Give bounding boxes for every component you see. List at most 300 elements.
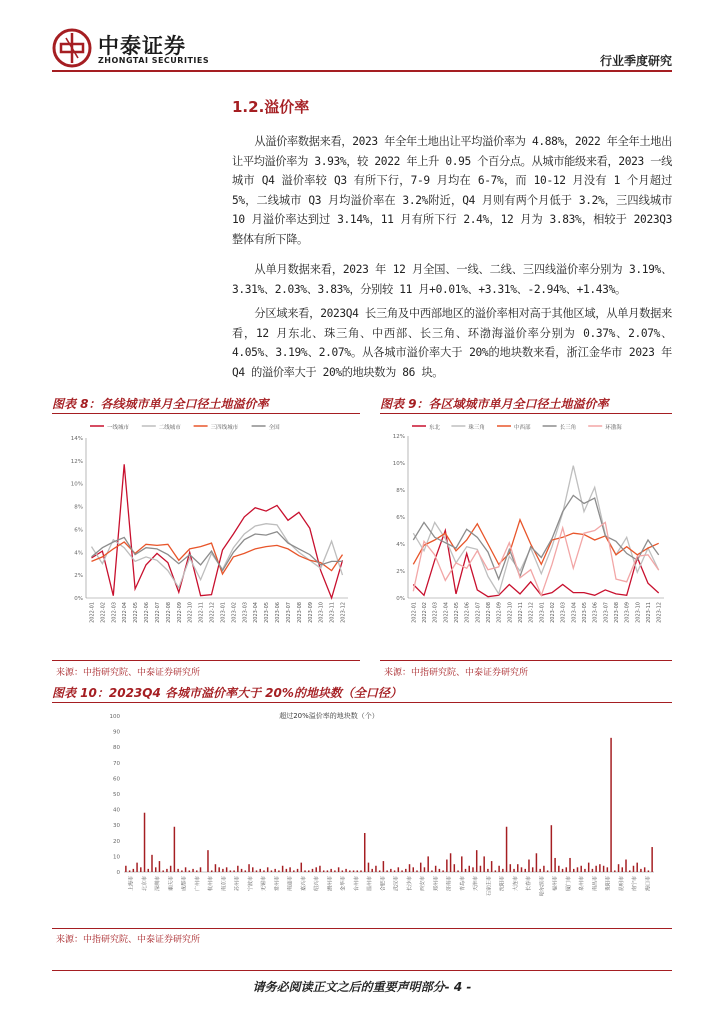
bar [562,869,563,872]
x-tick-label: 2022-11 [198,602,205,623]
y-tick-label: 12% [392,434,405,440]
y-tick-label: 30 [113,823,120,830]
bar [271,870,272,872]
x-tick-label: 2023-10 [318,602,325,623]
bar [640,869,641,872]
bar [431,870,432,872]
x-tick-label: 2022-04 [122,602,129,623]
y-tick-label: 8% [74,504,83,511]
bar [148,869,149,872]
x-tick-label: 2022-06 [144,602,151,623]
bar [566,867,567,872]
x-tick-label: 合肥市 [380,876,387,892]
bar [252,867,253,872]
x-tick-label: 2022-01 [89,602,96,623]
bar [409,864,410,872]
bar [476,850,477,872]
y-tick-label: 70 [113,760,120,767]
bar [506,827,507,872]
y-tick-label: 12% [70,458,83,465]
bar [521,867,522,872]
bar [599,864,600,872]
bar [200,867,201,872]
x-tick-label: 嘉兴市 [300,876,307,892]
bar [536,853,537,872]
x-tick-label: 2023-02 [550,602,556,623]
x-tick-label: 厦门市 [565,876,572,892]
bar [439,869,440,872]
x-tick-label: 2022-08 [486,602,492,623]
legend-item [194,423,239,431]
fig10-title: 图表 10：2023Q4 各城市溢价率大于 20%的地块数（全口径） [52,686,402,700]
x-tick-label: 金华市 [340,876,347,892]
bar [450,853,451,872]
x-tick-label: 宁波市 [247,876,254,892]
x-tick-label: 绍兴市 [314,876,321,892]
bar [394,870,395,872]
x-tick-label: 哈尔滨市 [539,876,546,897]
y-tick-label: 6% [74,527,83,534]
y-tick-label: 2% [396,569,405,575]
x-tick-label: 杭州市 [208,876,215,892]
y-tick-label: 60 [113,776,120,783]
x-tick-label: 温州市 [367,876,374,892]
bar [588,863,589,872]
x-tick-label: 上海市 [128,876,135,892]
fig10-source: 来源：中指研究院、中泰证券研究所 [56,935,201,945]
y-tick-label: 4% [74,550,83,557]
bar [554,858,555,872]
x-tick-label: 西安市 [420,876,427,892]
bar [211,870,212,872]
y-tick-label: 10 [113,854,120,861]
legend-item [252,423,281,431]
series-line [92,524,343,588]
fig9-title-rule [380,413,672,414]
x-tick-label: 深圳市 [155,876,162,892]
bar [472,867,473,872]
bar [442,870,443,872]
x-tick-label: 2023-09 [307,602,314,623]
header-divider [52,70,672,72]
x-tick-label: 2022-11 [518,602,524,623]
x-tick-label: 2022-06 [464,602,471,623]
y-tick-label: 8% [396,488,405,494]
x-tick-label: 贵阳市 [605,876,612,892]
legend-label: 三四线城市 [210,425,239,431]
bar [513,869,514,872]
fig9-title: 图表 9：各区域城市单月全口径土地溢价率 [380,397,609,411]
x-tick-label: 昆明市 [618,876,625,892]
bar [159,861,160,872]
legend-label: 东北 [429,425,441,431]
x-tick-label: 重庆市 [168,876,175,892]
legend-label: 全国 [268,425,280,431]
series-line [413,466,658,594]
bar [636,863,637,872]
fig10-title-rule [52,702,672,703]
x-tick-label: 2023-07 [603,602,610,623]
x-tick-label: 北京市 [141,876,148,892]
bar [278,870,279,872]
bar [319,866,320,872]
x-tick-label: 2023-04 [571,602,578,623]
bar [282,866,283,872]
bar [349,870,350,872]
series-line [92,542,343,574]
x-tick-label: 常州市 [274,876,281,892]
x-tick-label: 2023-07 [285,602,292,623]
bar [364,833,365,872]
bar [383,861,384,872]
bar [196,870,197,872]
x-tick-label: 2023-10 [635,602,642,623]
x-tick-label: 2023-03 [242,602,249,623]
x-tick-label: 2023-04 [253,602,260,623]
bar [222,869,223,872]
bar [185,867,186,872]
y-tick-label: 6% [396,515,405,521]
legend-item [497,423,531,431]
bar [133,869,134,872]
y-tick-label: 0% [396,596,405,602]
x-tick-label: 2022-09 [176,602,183,623]
x-tick-label: 泉州市 [579,876,586,892]
bar [495,870,496,872]
x-tick-label: 沈阳市 [499,876,506,892]
x-tick-label: 长沙市 [406,876,413,892]
bar [498,866,499,872]
x-tick-label: 石家庄市 [486,876,493,897]
company-logo [52,28,212,70]
bar [125,866,126,872]
bar [230,870,231,872]
bar [218,867,219,872]
bar [592,869,593,872]
x-tick-label: 2023-06 [592,602,599,623]
bar [547,870,548,872]
bar [267,867,268,872]
y-tick-label: 0% [74,596,83,602]
bar [625,860,626,872]
bar [487,869,488,872]
bar [375,866,376,872]
bar [327,870,328,872]
bar [301,863,302,872]
bar [334,870,335,872]
bar [633,866,634,872]
y-tick-label: 14% [70,436,83,442]
bar [427,856,428,872]
legend-item [412,423,441,431]
x-tick-label: 2022-01 [411,602,418,623]
bar [618,864,619,872]
bar [297,869,298,872]
bar [454,864,455,872]
x-tick-label: 湖州市 [327,876,334,892]
bar [312,869,313,872]
legend-label: 珠三角 [468,425,485,431]
bar [603,866,604,872]
x-tick-label: 2023-12 [656,602,663,623]
bar [248,864,249,872]
bar [136,863,137,872]
y-tick-label: 40 [113,807,120,814]
bar [517,864,518,872]
bar [353,870,354,872]
x-tick-label: 2022-10 [507,602,514,623]
bar [226,867,227,872]
zhongtai-logo-icon [52,28,92,68]
fig8-bottom-rule [52,660,360,661]
bar [357,870,358,872]
bar [304,870,305,872]
fig8-title: 图表 8：各线城市单月全口径土地溢价率 [52,397,269,411]
y-tick-label: 10% [392,461,405,467]
bar [648,870,649,872]
logo-en-text: ZHONGTAI SECURITIES [98,56,210,65]
x-tick-label: 大连市 [512,876,519,892]
fig9-chart [380,416,672,656]
bar [510,864,511,872]
x-tick-label: 2023-03 [560,602,567,623]
y-tick-label: 4% [396,542,405,548]
series-line [92,464,343,598]
legend-label: 中西部 [514,425,531,431]
bar [129,870,130,872]
x-tick-label: 2022-07 [475,602,482,623]
bar [502,869,503,872]
bar [413,867,414,872]
bar [371,869,372,872]
x-tick-label: 南京市 [221,876,228,892]
legend-label: 一线城市 [107,425,130,431]
legend-item [90,423,130,431]
x-tick-label: 2022-12 [528,602,535,623]
bar [166,869,167,872]
bar [622,867,623,872]
bar [360,870,361,872]
x-tick-label: 2023-02 [231,602,238,623]
bar [446,860,447,872]
bar [177,869,178,872]
x-tick-label: 2023-01 [539,602,546,623]
bar [315,867,316,872]
section-title: 1.2.溢价率 [232,98,310,116]
legend-item [543,423,577,431]
bar [580,866,581,872]
bar [528,860,529,872]
bar [551,825,552,872]
x-tick-label: 2022-09 [496,602,503,623]
legend-item [588,423,622,431]
bar [401,870,402,872]
x-tick-label: 2023-08 [296,602,303,623]
fig10-bottom-rule [52,928,672,929]
x-tick-label: 2022-02 [100,602,107,623]
paragraph-1: 从溢价率数据来看，2023 年全年土地出让平均溢价率为 4.88%，2022 年全年土地出让平均溢价率为 3.93%，较 2022 年上升 0.95 个百分点。从城市能级来看，2023 一线城市 Q4 溢价率较 Q3 有所下行，7-9 月均在 6-7%，而 10-12 月没有 1 个月超过 5%，二线城市 Q3 月均溢价率在 3.2%附近，Q4 月则有两个月低于 3.2%，三四线城市 10 月溢价率达到过 3.14%，11 月有所下行 2.4%，12 月为 3.83%，相较于 2023Q3 整体有所下降。 [232,135,672,246]
x-tick-label: 成都市 [181,876,188,892]
bar [651,847,652,872]
fig8-title-rule [52,413,360,414]
y-tick-label: 2% [74,573,83,580]
bar [420,863,421,872]
x-tick-label: 无锡市 [261,876,268,892]
bar [398,867,399,872]
y-tick-label: 80 [113,745,120,752]
bar [293,870,294,872]
bar [644,867,645,872]
bar [140,867,141,872]
page-number: - 4 - [444,980,472,994]
x-tick-label: 武汉市 [393,876,400,892]
bar [174,827,175,872]
x-tick-label: 2023-06 [275,602,282,623]
bar [289,867,290,872]
bar [215,864,216,872]
bar [151,855,152,872]
x-tick-label: 2022-12 [209,602,216,623]
bar [524,869,525,872]
y-tick-label: 50 [113,792,120,798]
x-tick-label: 2022-05 [133,602,140,623]
bar [539,869,540,872]
y-tick-label: 0 [116,870,120,876]
y-tick-label: 90 [113,729,120,736]
bar [577,867,578,872]
series-line [413,495,658,579]
report-type: 行业季度研究 [599,54,672,68]
bar [390,869,391,872]
bar [189,870,190,872]
bar [416,870,417,872]
y-tick-label: 100 [109,714,120,720]
fig9-bottom-rule [380,660,672,661]
bar [386,870,387,872]
x-tick-label: 2023-05 [264,602,271,623]
bar [483,856,484,872]
bar [144,813,145,872]
bar [584,869,585,872]
bar [461,856,462,872]
x-tick-label: 2022-10 [187,602,194,623]
x-tick-label: 2022-05 [454,602,460,623]
bar [233,870,234,872]
bar [259,869,260,872]
footer-divider [52,970,672,971]
x-tick-label: 2022-04 [443,602,450,623]
x-tick-label: 南宁市 [632,876,639,892]
fig9-source: 来源：中指研究院、中泰证券研究所 [384,668,529,678]
bar [532,867,533,872]
bar [207,850,208,872]
bar [274,869,275,872]
legend-item [142,423,182,431]
bar [245,870,246,872]
chart-title: 超过20%溢价率的地块数（个） [279,712,379,720]
x-tick-label: 海口市 [645,876,652,892]
x-tick-label: 南昌市 [592,876,599,892]
x-tick-label: 2023-11 [646,602,652,623]
legend-label: 环渤海 [605,425,622,431]
x-tick-label: 郑州市 [433,876,440,892]
bar [629,870,630,872]
x-tick-label: 广州市 [194,876,201,892]
legend-label: 长三角 [559,425,577,431]
bar [256,870,257,872]
bar [607,867,608,872]
bar [457,870,458,872]
bar [237,866,238,872]
x-tick-label: 2023-01 [220,602,227,623]
bar [368,863,369,872]
x-tick-label: 青岛市 [459,876,466,892]
y-tick-label: 20 [113,838,120,845]
bar [323,870,324,872]
bar [379,870,380,872]
bar [543,866,544,872]
paragraph-3: 分区域来看，2023Q4 长三角及中西部地区的溢价率相对高于其他区域，从单月数据来看，12 月东北、珠三角、中西部、长三角、环渤海溢价率分别为 0.37%、2.07%、4.05%、3.19%、2.07%。从各城市溢价率大于 20%的地块数来看，浙江金华市 2023 年 Q4 的溢价率大于 20%的地块数为 86 块。 [232,307,672,379]
bar [569,858,570,872]
footer-disclaimer: 请务必阅读正文之后的重要声明部分- 4 - [252,980,472,994]
bar [345,869,346,872]
x-tick-label: 台州市 [353,876,360,892]
bar [480,866,481,872]
x-tick-label: 天津市 [473,876,480,892]
x-tick-label: 2023-11 [329,602,336,623]
legend-label: 二线城市 [158,425,181,431]
bar [338,867,339,872]
bar [491,861,492,872]
bar [308,870,309,872]
x-tick-label: 2022-03 [432,602,439,623]
bar [241,869,242,872]
x-tick-label: 南通市 [287,876,294,892]
bar [405,869,406,872]
legend-item [451,423,485,431]
fig8-chart [52,416,360,656]
series-line [92,532,343,571]
bar [170,866,171,872]
bar [573,869,574,872]
logo-cn-text: 中泰证券 [98,34,186,58]
bar [614,870,615,872]
bar [424,867,425,872]
x-tick-label: 2023-09 [624,602,631,623]
x-tick-label: 苏州市 [234,876,241,892]
bar [610,738,611,872]
bar [469,866,470,872]
x-tick-label: 福州市 [552,876,559,892]
fig10-chart [52,704,672,928]
bar [263,870,264,872]
bar [435,866,436,872]
y-tick-label: 10% [70,481,83,488]
bar [558,866,559,872]
fig8-source: 来源：中指研究院、中泰证券研究所 [56,668,201,678]
x-tick-label: 2023-08 [614,602,620,623]
x-tick-label: 2022-08 [165,602,172,623]
bar [286,869,287,872]
bar [595,866,596,872]
bar [162,870,163,872]
bar [181,870,182,872]
x-tick-label: 长春市 [526,876,533,892]
x-tick-label: 2023-12 [340,602,347,623]
x-tick-label: 2022-02 [422,602,428,623]
x-tick-label: 济南市 [446,876,453,892]
bar [465,869,466,872]
